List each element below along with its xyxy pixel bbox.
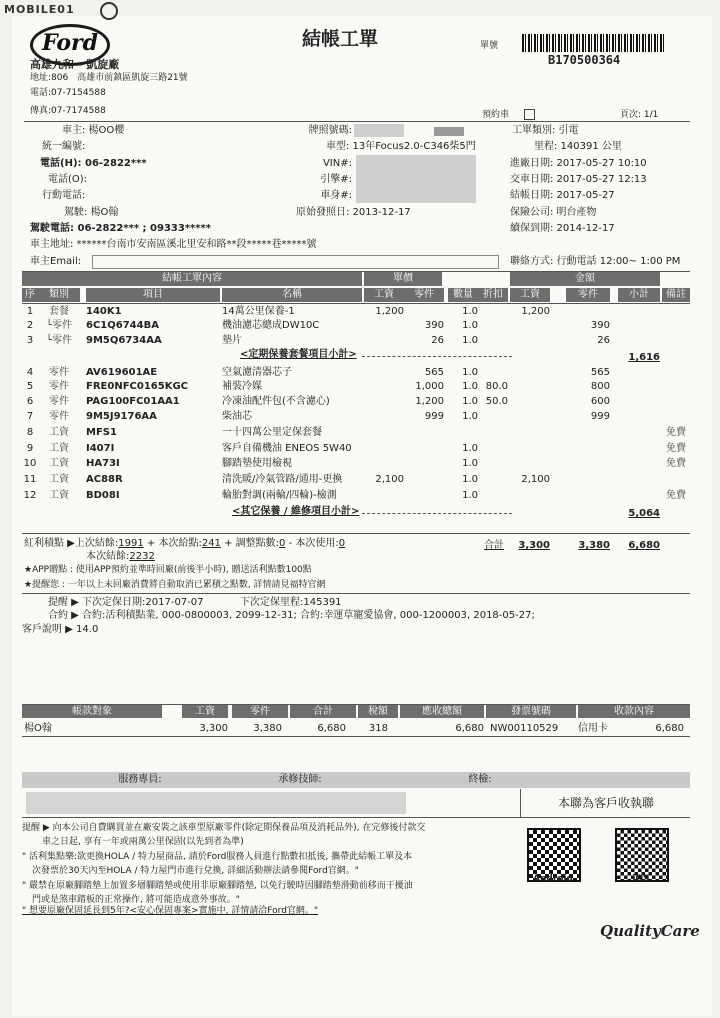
job-type: 工單類別: 引電 [512, 125, 579, 136]
subtotal1: 1,616 [628, 352, 660, 363]
cell-note: 免費 [666, 458, 686, 469]
cell-qty: 1.0 [462, 306, 478, 317]
dealer-fax: 傳真:07-7174588 [30, 106, 106, 116]
cell-name: 墊片 [222, 335, 242, 346]
phone-o: 電話(O): [48, 174, 88, 185]
col-header: 零件 [566, 288, 610, 302]
cell-code: I407I [86, 443, 115, 454]
group-unit-price: 單價 [364, 272, 442, 286]
cell-code: PAG100FC01AA1 [86, 396, 180, 407]
payment-tax: 318 [368, 723, 388, 734]
cell-a_part: 600 [590, 396, 610, 407]
cell-name: 輪胎對調(兩輪/四輪)-檢測 [222, 490, 337, 501]
cell-code: 9M5Q6734AA [86, 335, 162, 346]
cell-part: 1,000 [415, 381, 444, 392]
cell-qty: 1.0 [462, 458, 478, 469]
cell-name: 客戶自備機油 ENEOS 5W40 [222, 443, 352, 454]
this-points-label: + 本次給點: [146, 538, 202, 549]
cell-a_part: 999 [590, 411, 610, 422]
payment-col-header: 應收總額 [400, 705, 484, 718]
cell-code: MFS1 [86, 427, 117, 438]
payment-col-header: 收款內容 [578, 705, 690, 718]
cell-code: AC88R [86, 474, 123, 485]
dealer-phone: 電話:07-7154588 [30, 88, 106, 98]
cell-no: 6 [26, 396, 34, 407]
cell-type: 零件 [49, 381, 69, 392]
reserved-checkbox [524, 109, 535, 120]
phone-h: 電話(H): 06-2822*** [40, 158, 147, 169]
cell-labor: 2,100 [375, 474, 404, 485]
cell-no: 9 [26, 443, 34, 454]
subtotal2: 5,064 [628, 508, 660, 519]
owner: 車主: 楊OO櫻 [62, 125, 125, 136]
customer-copy: 本聯為客戶收執聯 [557, 796, 654, 810]
watermark-icon [100, 2, 118, 20]
driver-phone: 駕駛電話: 06-2822*** ; 09333***** [30, 223, 211, 234]
cell-no: 7 [26, 411, 34, 422]
points-reminder: ★提醒您 : 一年以上未回廠消費將自動取消已累積之點數, 詳情請見福特官網 [24, 580, 326, 590]
payment-payer: 楊O翰 [24, 723, 52, 734]
cell-type: 工資 [49, 427, 69, 438]
engine-label: 引擎#: [320, 174, 352, 185]
note-warranty: 提醒 ▶ 向本公司自費購買並在廠安裝之該車型原廠零件(除定期保養品項及消耗品外), 在完修後付款交 [22, 823, 426, 833]
next-service-km: 下次定保里程:145391 [240, 597, 342, 608]
cell-qty: 1.0 [462, 320, 478, 331]
col-header: 折扣 [478, 288, 508, 302]
cell-type: 工資 [49, 458, 69, 469]
mobile-phone: 行動電話: [42, 190, 86, 201]
cell-a_part: 26 [597, 335, 610, 346]
col-header: 類別 [38, 288, 80, 302]
app-bonus: ★APP贈點 : 使用APP預約並準時回廠(前後半小時), 贈送活利點數100點 [24, 565, 312, 575]
order-no-label: 單號 [480, 41, 499, 51]
note-extended-warranty: " 想要原廠保固延長到5年?<安心保固專案>實施中, 詳情請洽Ford官網。" [22, 906, 319, 916]
cell-no: 2 [26, 320, 34, 331]
cell-part: 26 [431, 335, 444, 346]
used-label: - 本次使用: [288, 538, 339, 549]
final-check-label: 終檢: [468, 774, 492, 785]
payment-amount: 6,680 [655, 723, 684, 734]
payment-receivable: 6,680 [455, 723, 484, 734]
cell-type: 套餐 [49, 306, 69, 317]
redacted-mark [434, 127, 464, 136]
cell-code: BD08I [86, 490, 120, 501]
note-warranty-2: 車之日起, 享有一年或兩萬公里保固(以先到者為準) [42, 837, 244, 847]
order-no: B170500364 [548, 53, 621, 67]
cell-no: 10 [23, 458, 37, 469]
cell-code: HA73I [86, 458, 120, 469]
cell-qty: 1.0 [462, 396, 478, 407]
cell-type: 工資 [49, 443, 69, 454]
owner-email: 車主Email: [30, 256, 82, 267]
cell-note: 免費 [666, 490, 686, 501]
cell-type: 零件 [49, 396, 69, 407]
cell-type: └零件 [45, 335, 73, 346]
cell-no: 3 [26, 335, 34, 346]
quality-care-logo: QualityCare [600, 922, 700, 940]
cell-no: 8 [26, 427, 34, 438]
vin-label: VIN#: [322, 158, 352, 169]
cell-code: 6C1Q6744BA [86, 320, 159, 331]
first-reg-date: 原始發照日: 2013-12-17 [296, 207, 411, 218]
barcode [522, 34, 664, 52]
customer-explain: 客戶說明 ▶ 14.0 [22, 624, 99, 635]
cell-a_labor: 2,100 [521, 474, 550, 485]
last-balance-label: 上次結餘: [74, 538, 119, 549]
next-service-date: 提醒 ▶ 下次定保日期:2017-07-07 [48, 597, 204, 608]
payment-part: 3,380 [253, 723, 282, 734]
col-header: 備註 [662, 288, 690, 302]
owner-address: 車主地址: ******台南市安南區溪北里安和路**段*****巷*****號 [30, 239, 317, 250]
balance-line [86, 551, 155, 563]
cell-code: AV619601AE [86, 367, 158, 378]
payment-col-header: 帳款對象 [22, 705, 162, 718]
cell-a_labor: 1,200 [521, 306, 550, 317]
tech-label: 承修技師: [278, 774, 322, 785]
subtotal2-label: <其它保養 / 維修項目小計> [232, 506, 360, 517]
android-label: Android [533, 874, 573, 884]
cell-name: 一十四萬公里定保套餐 [222, 427, 322, 438]
redacted-signature [26, 792, 406, 814]
payment-labor: 3,300 [199, 723, 228, 734]
driver: 駕駛: 楊O翰 [64, 207, 119, 218]
ios-label: iOS [632, 874, 650, 884]
cell-qty: 1.0 [462, 335, 478, 346]
cell-type: 零件 [49, 367, 69, 378]
cell-name: 空氣濾清器芯子 [222, 367, 292, 378]
col-header: 零件 [404, 288, 444, 302]
advisor-label: 服務專員: [118, 774, 162, 785]
cell-type: └零件 [45, 320, 73, 331]
cell-type: 工資 [49, 490, 69, 501]
payment-col-header: 合計 [290, 705, 356, 718]
cell-qty: 1.0 [462, 381, 478, 392]
points-label: 紅利積點 [24, 538, 64, 549]
cell-qty: 1.0 [462, 443, 478, 454]
used: 0 [338, 538, 346, 549]
total-label: 合計 [484, 540, 504, 551]
dealer-name: 高雄九和 - 凱旋廠 [30, 58, 120, 71]
insurer: 保險公司: 明台產物 [510, 207, 597, 218]
cell-note: 免費 [666, 443, 686, 454]
email-field [92, 255, 499, 269]
balance: 2232 [129, 551, 155, 562]
col-header: 項目 [86, 288, 220, 302]
payment-col-header: 稅額 [358, 705, 398, 718]
ford-logo-text: Ford [41, 30, 99, 56]
cell-no: 1 [26, 306, 34, 317]
note-hola: " 活利集點樂:欲更換HOLA / 特力屋商品, 請於Ford服務人員進行點數扣抵後, 攜帶此結帳工單及本 [22, 852, 413, 862]
contracts: 合約 ▶ 合約:活利積點業, 000-0800003, 2099-12-31; 合約:幸運草寵愛協會, 000-1200003, 2018-05-27; [48, 610, 535, 621]
payment-total: 6,680 [317, 723, 346, 734]
cell-no: 12 [23, 490, 37, 501]
cell-no: 5 [26, 381, 34, 392]
close-date: 結帳日期: 2017-05-27 [510, 190, 615, 201]
this-points: 241 [201, 538, 221, 549]
cell-name: 14萬公里保養-1 [222, 306, 295, 317]
adjust: 0 [279, 538, 286, 549]
redacted-vin [356, 155, 476, 203]
last-balance: 1991 [118, 538, 144, 549]
cell-part: 565 [424, 367, 444, 378]
total-sum: 6,680 [628, 540, 660, 551]
cell-no: 4 [26, 367, 34, 378]
redacted-plate [354, 124, 404, 137]
cell-no: 11 [23, 474, 37, 485]
cell-a_part: 565 [590, 367, 610, 378]
cell-qty: 1.0 [462, 474, 478, 485]
payment-col-header: 零件 [232, 705, 288, 718]
cell-name: 冷凍油配件包(不含濾心) [222, 396, 330, 407]
cell-code: 140K1 [86, 306, 122, 317]
body-label: 車身#: [320, 190, 352, 201]
cell-disc: 80.0 [485, 381, 508, 392]
adjust-label: + 調整點數: [224, 538, 280, 549]
cell-part: 390 [424, 320, 444, 331]
page-title: 結帳工單 [302, 28, 379, 50]
note-hola-2: 次發票於30天內至HOLA / 特力屋門市進行兌換, 詳細活動辦法請參閱Ford官網。" [32, 866, 359, 876]
cell-qty: 1.0 [462, 490, 478, 501]
subtotal1-label: <定期保養套餐項目小計> [240, 349, 357, 360]
note-floor-mat: " 嚴禁在原廠腳踏墊上加置多層腳踏墊或使用非原廠腳踏墊, 以免行駛時因腳踏墊滑動前移而干擾油 [22, 881, 413, 891]
cell-a_part: 800 [590, 381, 610, 392]
dealer-address: 地址:806 高雄市前鎮區凱旋三路21號 [30, 73, 188, 83]
total-labor: 3,300 [518, 540, 550, 551]
model: 車型: 13年Focus2.0-C346柴5門 [326, 141, 476, 152]
cell-part: 999 [424, 411, 444, 422]
col-header: 名稱 [222, 288, 362, 302]
watermark: MOBILE01 [4, 3, 75, 16]
note-floor-mat-2: 門或是煞車踏板的正常操作, 將可能造成意外事故。" [32, 895, 240, 905]
col-header: 工資 [364, 288, 404, 302]
balance-label: 本次結餘: [86, 551, 130, 562]
mileage: 里程: 140391 公里 [534, 141, 622, 152]
cell-a_part: 390 [590, 320, 610, 331]
cell-name: 柴油芯 [222, 411, 252, 422]
delivery-date: 交車日期: 2017-05-27 12:13 [510, 174, 647, 185]
payment-invoice: NW00110529 [490, 723, 559, 734]
cell-qty: 1.0 [462, 367, 478, 378]
cell-type: 零件 [49, 411, 69, 422]
group-amount: 金額 [510, 272, 660, 286]
col-header: 小計 [618, 288, 660, 302]
cell-name: 機油濾芯總成DW10C [222, 320, 320, 331]
in-date: 進廠日期: 2017-05-27 10:10 [510, 158, 647, 169]
col-header: 工資 [510, 288, 550, 302]
cell-part: 1,200 [415, 396, 444, 407]
reserved-label: 預約車 [482, 110, 510, 120]
payment-method: 信用卡 [578, 723, 608, 734]
col-header: 數量 [448, 288, 478, 302]
col-header: 序 [22, 288, 38, 302]
payment-col-header: 工資 [182, 705, 228, 718]
cell-code: 9M5J9176AA [86, 411, 157, 422]
total-part: 3,380 [578, 540, 610, 551]
contact-method: 聯絡方式: 行動電話 12:00~ 1:00 PM [510, 256, 681, 267]
cell-type: 工資 [49, 474, 69, 485]
group-content: 結帳工單內容 [22, 272, 362, 286]
cell-qty: 1.0 [462, 411, 478, 422]
cell-note: 免費 [666, 427, 686, 438]
cell-name: 腳踏墊使用檢視 [222, 458, 292, 469]
cell-name: 清洗暖/冷氣管路/通用-更換 [222, 474, 343, 485]
cell-code: FRE0NFC0165KGC [86, 381, 188, 392]
unified-no: 統一編號: [42, 141, 86, 152]
page-number: 頁次: 1/1 [620, 110, 659, 120]
plate-label: 牌照號碼: [308, 125, 352, 136]
cell-labor: 1,200 [375, 306, 404, 317]
cell-disc: 50.0 [485, 396, 508, 407]
points-line: 紅利積點 ▶上次結餘:1991 + 本次給點:241 + 調整點數:0 - 本次使用:0 [24, 538, 346, 549]
cell-name: 補裝冷媒 [222, 381, 262, 392]
payment-col-header: 發票號碼 [486, 705, 576, 718]
insure-to: 續保到期: 2014-12-17 [510, 223, 615, 234]
